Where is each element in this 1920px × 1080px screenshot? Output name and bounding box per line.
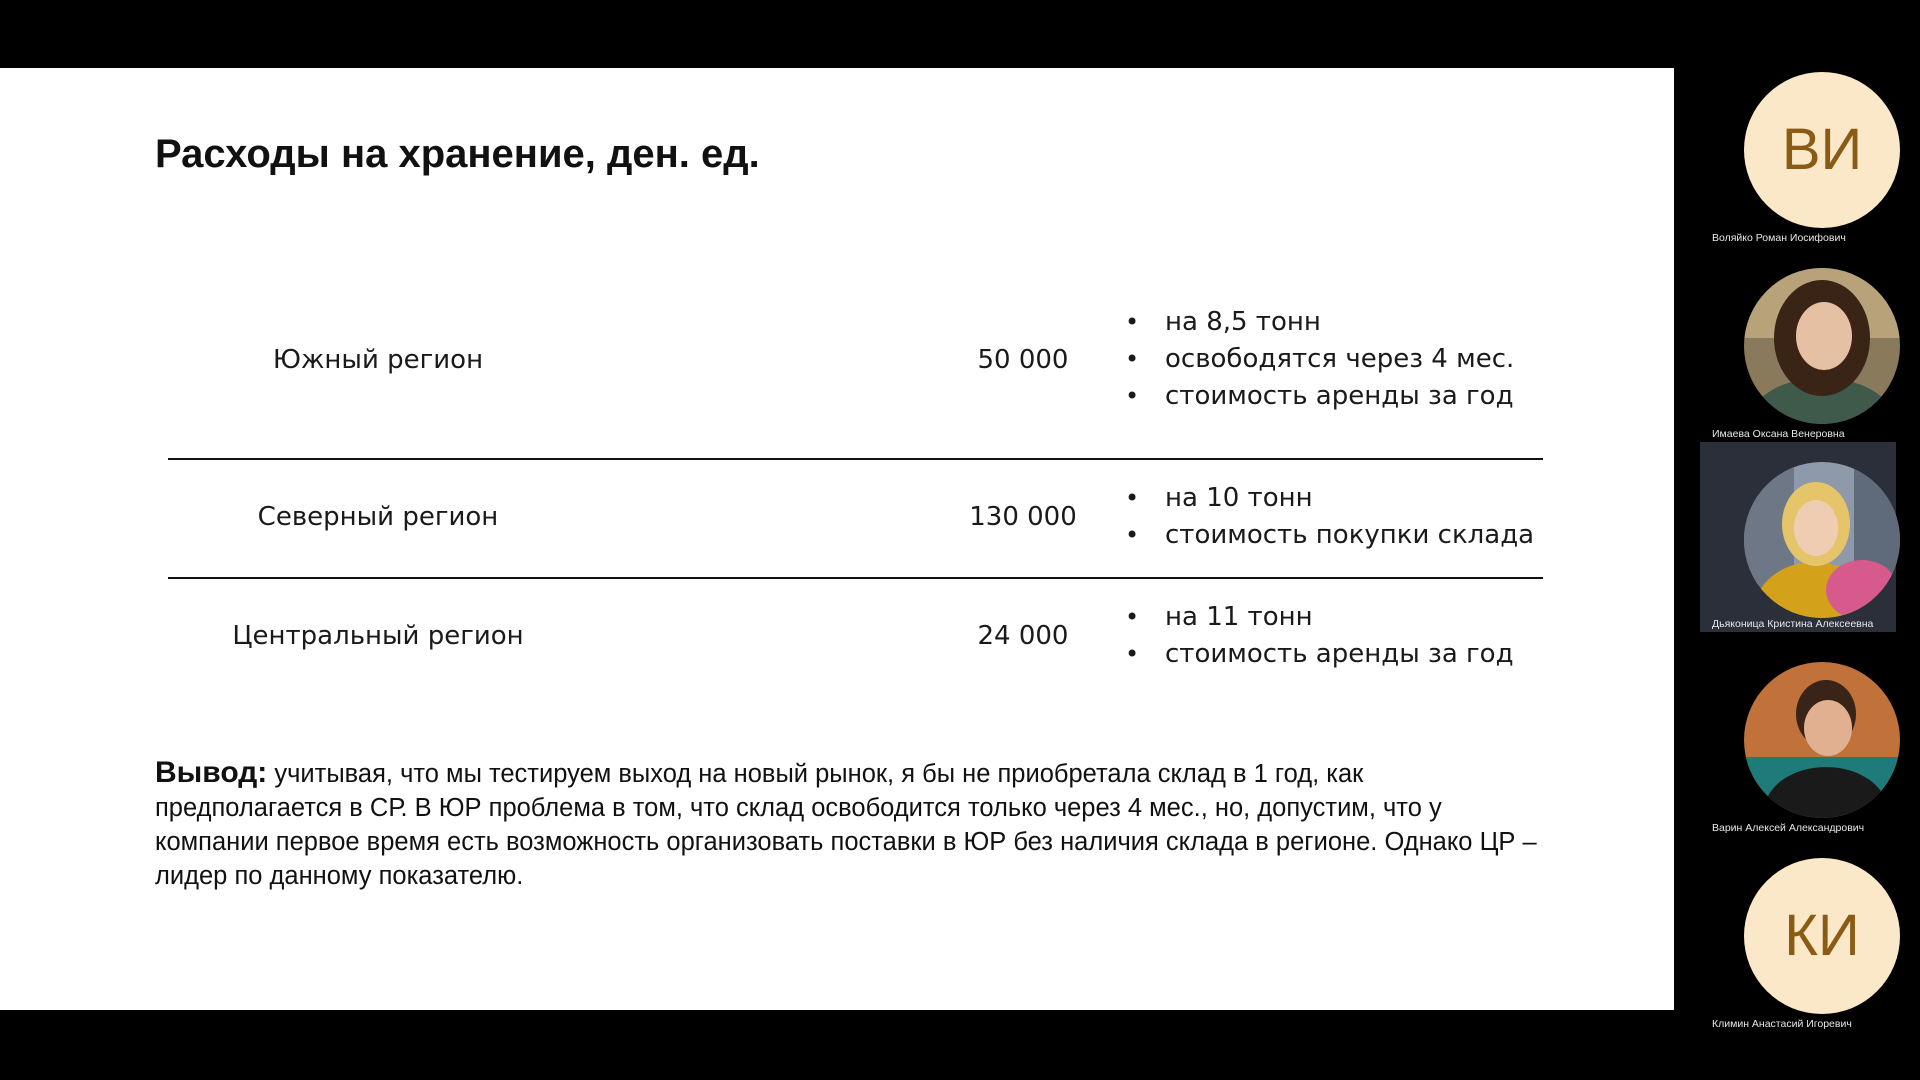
cost-value: 130 000 (969, 502, 1077, 532)
notes-list (1125, 480, 1534, 554)
participant-photo (1744, 268, 1900, 424)
avatar: КИ (1744, 858, 1900, 1014)
cost-value: 24 000 (977, 621, 1069, 651)
participant-tile[interactable] (1700, 658, 1896, 848)
table-divider (168, 577, 1543, 579)
participant-photo (1744, 662, 1900, 818)
notes-list (1125, 599, 1514, 673)
note-item: • стоимость аренды за год (1125, 378, 1514, 415)
avatar (1744, 662, 1900, 818)
note-item: • стоимость покупки склада (1125, 517, 1534, 554)
avatar: ВИ (1744, 72, 1900, 228)
participant-name: Варин Алексей Александрович (1712, 822, 1865, 834)
slide-title: Расходы на хранение, ден. ед. (155, 132, 760, 176)
participant-name: Дьяконица Кристина Алексеевна (1712, 618, 1874, 630)
conclusion-label: Вывод: (155, 756, 268, 789)
participant-name: Имаева Оксана Венеровна (1712, 428, 1845, 440)
note-item: • на 11 тонн (1125, 599, 1514, 636)
region-name: Северный регион (257, 502, 499, 532)
note-item: • на 10 тонн (1125, 480, 1534, 517)
participant-tile-active[interactable] (1700, 442, 1896, 632)
participant-photo (1744, 462, 1900, 618)
cost-value: 50 000 (977, 345, 1069, 375)
participant-tile[interactable] (1700, 854, 1896, 1044)
participants-panel (1674, 68, 1920, 1030)
conclusion-body: учитывая, что мы тестируем выход на новый рынок, я бы не приобретала склад в 1 год, как предполагается в СР. В ЮР проблема в том, что склад освободится только через 4 мес., но, допустим, что у компании первое время есть возможность организовать поставки в ЮР без наличия склада в регионе. Однако ЦР – лидер по данному показателю. (155, 760, 1537, 890)
note-item: • стоимость аренды за год (1125, 636, 1514, 673)
participant-tile[interactable] (1700, 68, 1896, 258)
notes-list (1125, 304, 1514, 415)
note-item: • освободятся через 4 мес. (1125, 341, 1514, 378)
avatar (1744, 462, 1900, 618)
avatar (1744, 268, 1900, 424)
table-divider (168, 458, 1543, 460)
region-name: Центральный регион (232, 621, 524, 651)
region-name: Южный регион (272, 345, 484, 375)
participant-tile[interactable] (1700, 264, 1896, 454)
participant-name: Климин Анастасий Игоревич (1712, 1018, 1852, 1030)
conclusion-text (155, 756, 1555, 893)
participant-name: Воляйко Роман Иосифович (1712, 232, 1846, 244)
note-item: • на 8,5 тонн (1125, 304, 1514, 341)
presentation-slide (0, 68, 1674, 1010)
